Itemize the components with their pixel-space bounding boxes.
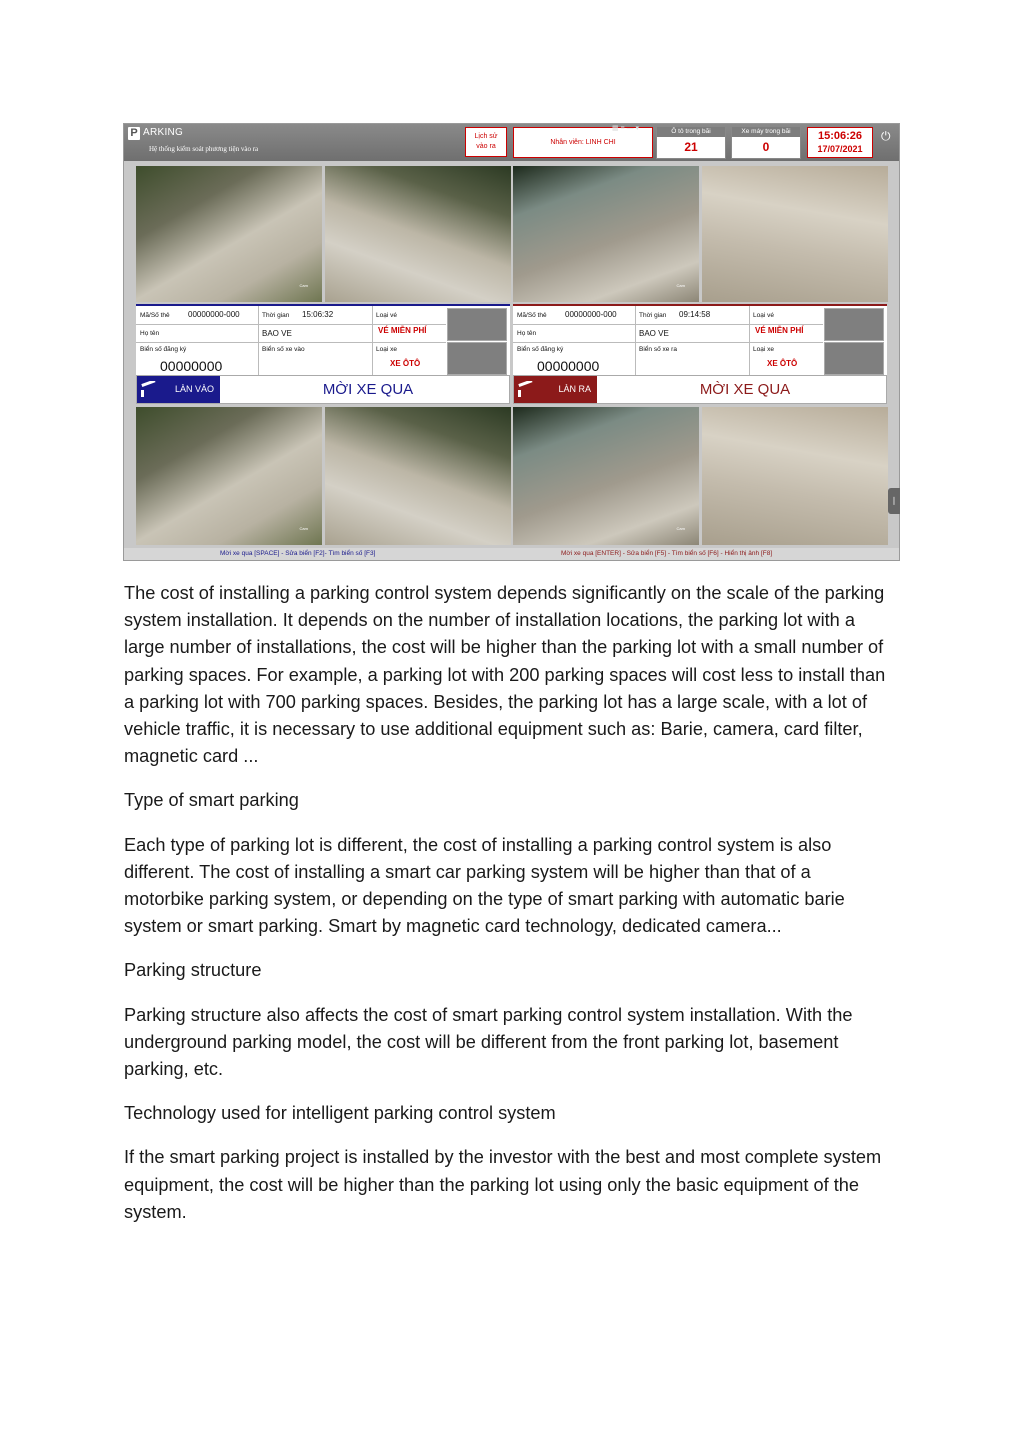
entry-lane-label: LÀN VÀO <box>174 384 214 394</box>
entry-photo-2 <box>447 342 507 375</box>
paragraph: The cost of installing a parking control system depends significantly on the scale of the parking system installation. It depends on the number of installation locations, the parking lot with a large number of installations, the cost will be higher than the parking lot with a small number of parking spaces. For example, a parking lot with 200 parking spaces will cost less to install than a parking lot with 700 parking spaces. Besides, the parking lot has a large scale, with a lot of vehicle traffic, it is necessary to use additional equipment such as: Barie, camera, card filter, magnetic card ... <box>124 583 886 767</box>
entry-camera-3: Cam <box>136 407 322 545</box>
grid-line <box>372 306 373 376</box>
window-controls-icon[interactable]: ▦ ≡ — ▾ <box>612 125 640 132</box>
entry-info-panel <box>136 304 510 376</box>
exit-plate-label: Biển số đăng ký <box>517 346 564 353</box>
clock-time: 15:06:26 <box>817 130 863 142</box>
paragraph: Parking structure also affects the cost of smart parking control system installation. With the underground parking model, the cost will be different from the front parking lot, basement parking, etc. <box>124 1004 853 1080</box>
footer-entry-shortcuts: Mời xe qua [SPACE] - Sửa biển [F2]- Tìm biển số [F3] <box>220 550 376 557</box>
entry-ticket-value: VÉ MIỄN PHÍ <box>378 326 427 335</box>
clock <box>807 127 873 158</box>
grid-line <box>749 306 750 376</box>
grid-line <box>635 306 636 376</box>
grid-line <box>258 306 259 376</box>
entry-plate-value: 00000000 <box>160 358 223 374</box>
app-name: ARKING <box>143 127 184 138</box>
exit-lane-label: LÀN RA <box>558 384 591 394</box>
footer-exit-shortcuts: Mời xe qua [ENTER] - Sửa biển [F5] - Tìm biển số [F6] - Hiển thị ảnh [F8] <box>561 550 773 557</box>
entry-photo-1 <box>447 308 507 341</box>
exit-card-value: 00000000-000 <box>565 310 617 319</box>
staff-name: Nhân viên: LINH CHI <box>513 127 653 158</box>
exit-photo-2 <box>824 342 884 375</box>
car-counter-label: Ô tô trong bãi <box>657 127 725 137</box>
entry-lane-button[interactable] <box>137 376 220 403</box>
exit-card-label: Mã/Số thẻ <box>517 312 547 319</box>
exit-lane-button[interactable] <box>514 376 597 403</box>
paragraph: Each type of parking lot is different, the cost of installing a parking control system is also different. The cost of installing a smart car parking system will be higher than that of a motorbike parking system, or depending on the type of smart parking with automatic barie system or smart parking. Smart by magnetic card technology, dedicated camera... <box>124 834 845 937</box>
grid-line <box>136 342 446 343</box>
entry-time-value: 15:06:32 <box>302 310 334 319</box>
bike-counter-value: 0 <box>762 140 770 154</box>
exit-lane-bar <box>513 375 887 404</box>
barrier-icon <box>140 381 156 397</box>
entry-ticket-label: Loại vé <box>376 312 397 319</box>
exit-name-value: BAO VE <box>639 329 669 338</box>
entry-vehicle-label: Loại xe <box>376 346 397 353</box>
section-heading: Type of smart parking <box>124 790 299 811</box>
car-counter-value: 21 <box>684 140 698 154</box>
exit-vehicle-label: Loại xe <box>753 346 774 353</box>
entry-name-value: BAO VE <box>262 329 292 338</box>
entry-camera-2 <box>325 166 511 302</box>
side-panel-tab[interactable]: ❘ <box>888 488 900 514</box>
entry-name-label: Họ tên <box>140 330 160 337</box>
entry-lane-bar <box>136 375 510 404</box>
entry-camera-1: Cam <box>136 166 322 302</box>
barrier-icon <box>517 381 533 397</box>
exit-message: MỜI XE QUA <box>699 381 791 398</box>
app-subtitle: Hệ thống kiểm soát phương tiện vào ra <box>149 145 259 153</box>
exit-vehicle-value: XE ÔTÔ <box>767 359 798 368</box>
exit-ticket-label: Loại vé <box>753 312 774 319</box>
app-titlebar <box>124 124 900 161</box>
grid-line <box>136 324 446 325</box>
history-button[interactable]: Lịch sử vào ra <box>465 127 507 157</box>
bike-counter <box>731 126 801 159</box>
grid-line <box>513 324 823 325</box>
entry-vehicle-value: XE ÔTÔ <box>390 359 421 368</box>
exit-camera-2 <box>702 166 888 302</box>
entry-time-label: Thời gian <box>262 312 290 319</box>
exit-camera-3: Cam <box>513 407 699 545</box>
bike-counter-label: Xe máy trong bãi <box>732 127 800 137</box>
entry-card-label: Mã/Số thẻ <box>140 312 170 319</box>
exit-camera-4 <box>702 407 888 545</box>
exit-name-label: Họ tên <box>517 330 537 337</box>
parking-logo: P <box>128 127 140 140</box>
article-body <box>124 580 894 1243</box>
section-heading: Technology used for intelligent parking control system <box>124 1103 556 1124</box>
entry-message: MỜI XE QUA <box>322 381 414 398</box>
exit-plate2-label: Biển số xe ra <box>639 346 677 353</box>
clock-date: 17/07/2021 <box>817 144 863 154</box>
grid-line <box>513 342 823 343</box>
exit-plate-value: 00000000 <box>537 358 600 374</box>
entry-plate-label: Biển số đăng ký <box>140 346 187 353</box>
shortcut-footer <box>124 548 900 561</box>
exit-camera-1: Cam <box>513 166 699 302</box>
section-heading: Parking structure <box>124 960 262 981</box>
entry-plate2-label: Biển số xe vào <box>262 346 305 353</box>
exit-time-value: 09:14:58 <box>679 310 711 319</box>
exit-photo-1 <box>824 308 884 341</box>
entry-card-value: 00000000-000 <box>188 310 240 319</box>
power-icon[interactable]: ⏻ <box>881 129 891 143</box>
exit-info-panel <box>513 304 887 376</box>
paragraph: If the smart parking project is installed by the investor with the best and most complete system equipment, the cost will be higher than the parking lot using only the basic equipment of the system. <box>124 1147 882 1222</box>
car-counter <box>656 126 726 159</box>
exit-time-label: Thời gian <box>639 312 667 319</box>
exit-ticket-value: VÉ MIỄN PHÍ <box>755 326 804 335</box>
entry-camera-4 <box>325 407 511 545</box>
parking-app-screenshot <box>123 123 900 561</box>
